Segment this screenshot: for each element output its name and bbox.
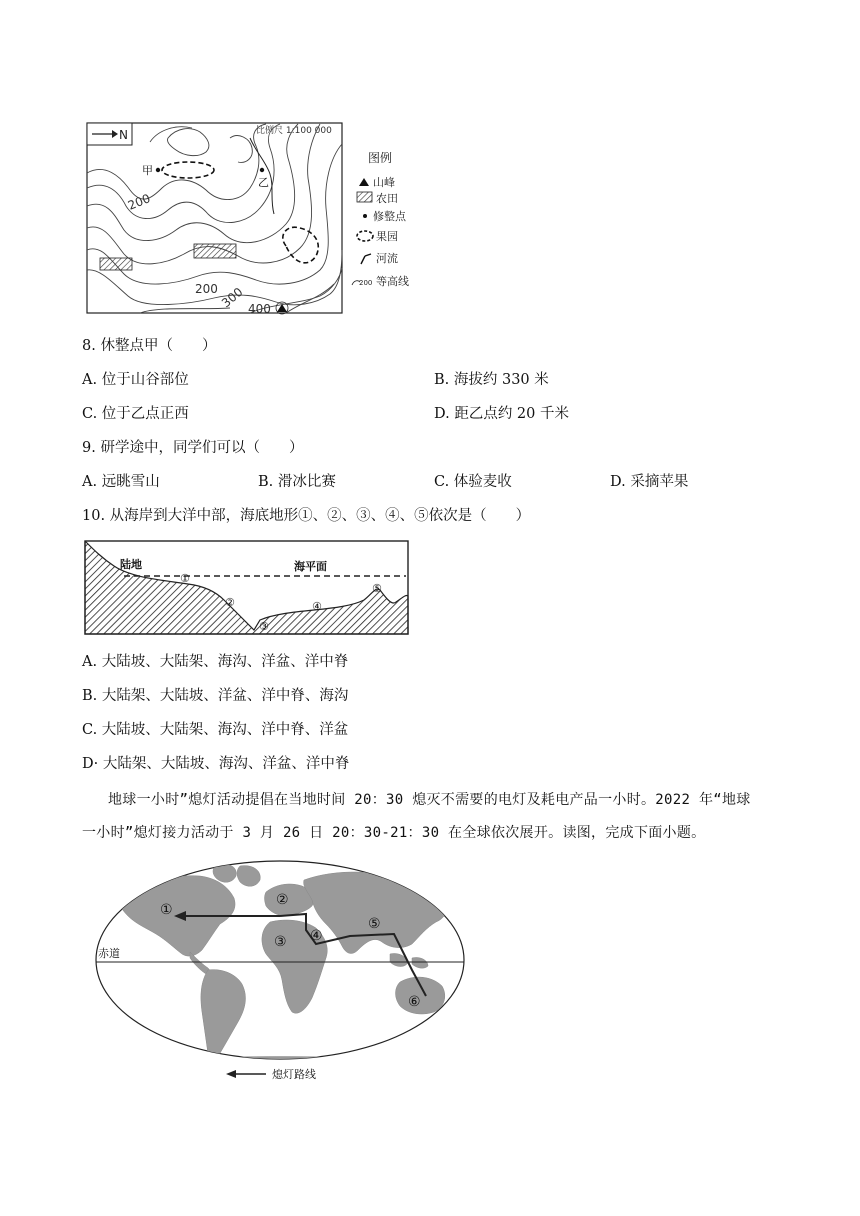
route-legend — [226, 1067, 316, 1081]
north-label: N — [119, 128, 128, 142]
legend-label-orchard: 果园 — [376, 230, 398, 243]
contour-label: 400 — [248, 302, 271, 316]
point-3: ③ — [274, 934, 287, 950]
contour-label: 200 — [125, 191, 153, 213]
question-10-option-c[interactable]: C. 大陆坡、大陆架、海沟、洋中脊、洋盆 — [82, 722, 349, 738]
orchard-dashed-icon — [357, 231, 373, 241]
passage-line-2: 一小时”熄灯接力活动于 3 月 26 日 20：30-21：30 在全球依次展开。读图，完成下面小题。 — [82, 825, 706, 841]
farmland-area — [100, 258, 132, 270]
question-8-option-a[interactable]: A. 位于山谷部位 — [82, 372, 189, 388]
point-6: ⑥ — [408, 994, 421, 1010]
legend-label-rest-point: 修整点 — [373, 210, 406, 223]
river-icon — [361, 254, 371, 264]
map-legend — [352, 150, 409, 288]
point-2: ② — [276, 892, 289, 908]
route-arrow-icon — [226, 1070, 236, 1078]
question-9-option-c[interactable]: C. 体验麦收 — [434, 474, 512, 490]
question-8-stem: 8. 休整点甲（ ） — [82, 338, 217, 354]
equator-label: 赤道 — [98, 947, 120, 960]
question-9-option-b[interactable]: B. 滑冰比赛 — [258, 474, 336, 490]
legend-label-peak: 山峰 — [373, 176, 395, 189]
contour-label: 200 — [195, 282, 218, 296]
question-9-option-a[interactable]: A. 远眺雪山 — [82, 474, 160, 490]
map-scale: 比例尺 1:100 000 — [256, 126, 332, 136]
legend-label-farmland: 农田 — [376, 192, 398, 205]
marker-2: ② — [225, 596, 235, 609]
topographic-map — [80, 118, 430, 318]
question-8-option-d[interactable]: D. 距乙点约 20 千米 — [434, 406, 569, 422]
question-8-option-c[interactable]: C. 位于乙点正西 — [82, 406, 189, 422]
question-8-option-b[interactable]: B. 海拔约 330 米 — [434, 372, 549, 388]
marker-4: ④ — [312, 600, 322, 613]
sea-level-label: 海平面 — [294, 560, 327, 573]
legend-label-contour: 等高线 — [376, 275, 409, 288]
legend-label-river: 河流 — [376, 252, 398, 265]
question-9-option-d[interactable]: D. 采摘苹果 — [610, 474, 689, 490]
point-1: ① — [160, 902, 173, 918]
point-4: ④ — [310, 928, 323, 944]
farmland-area — [194, 244, 236, 258]
question-10-option-b[interactable]: B. 大陆架、大陆坡、洋盆、洋中脊、海沟 — [82, 688, 349, 704]
marker-3: ③ — [259, 620, 269, 633]
legend-contour-value: 200 — [359, 279, 373, 287]
farmland-hatch-icon — [357, 192, 372, 202]
point-5: ⑤ — [368, 916, 381, 932]
marker-5: ⑤ — [372, 582, 382, 595]
contour-label: 300 — [218, 284, 246, 311]
point-jia-label: 甲 — [142, 164, 153, 177]
passage-line-1: 地球一小时”熄灯活动提倡在当地时间 20：30 熄灭不需要的电灯及耗电产品一小时。2022 年“地球 — [108, 792, 751, 808]
question-10-option-d[interactable]: D· 大陆架、大陆坡、海沟、洋盆、洋中脊 — [82, 756, 350, 772]
marker-1: ① — [180, 572, 190, 585]
question-10-option-a[interactable]: A. 大陆坡、大陆架、海沟、洋盆、洋中脊 — [82, 654, 349, 670]
legend-title: 图例 — [368, 151, 393, 165]
question-9-stem: 9. 研学途中，同学们可以（ ） — [82, 440, 304, 456]
point-yi-label: 乙 — [258, 176, 269, 189]
question-10-stem: 10. 从海岸到大洋中部，海底地形①、②、③、④、⑤依次是（ ） — [82, 508, 531, 524]
seafloor-profile-diagram — [84, 540, 410, 636]
route-legend-label: 熄灯路线 — [272, 1068, 316, 1081]
peak-triangle-icon — [359, 178, 369, 186]
rest-point-dot-icon — [363, 214, 367, 218]
land-label: 陆地 — [120, 558, 142, 571]
rest-point-yi — [260, 168, 264, 172]
rest-point-jia — [156, 168, 160, 172]
world-map — [90, 858, 470, 1088]
